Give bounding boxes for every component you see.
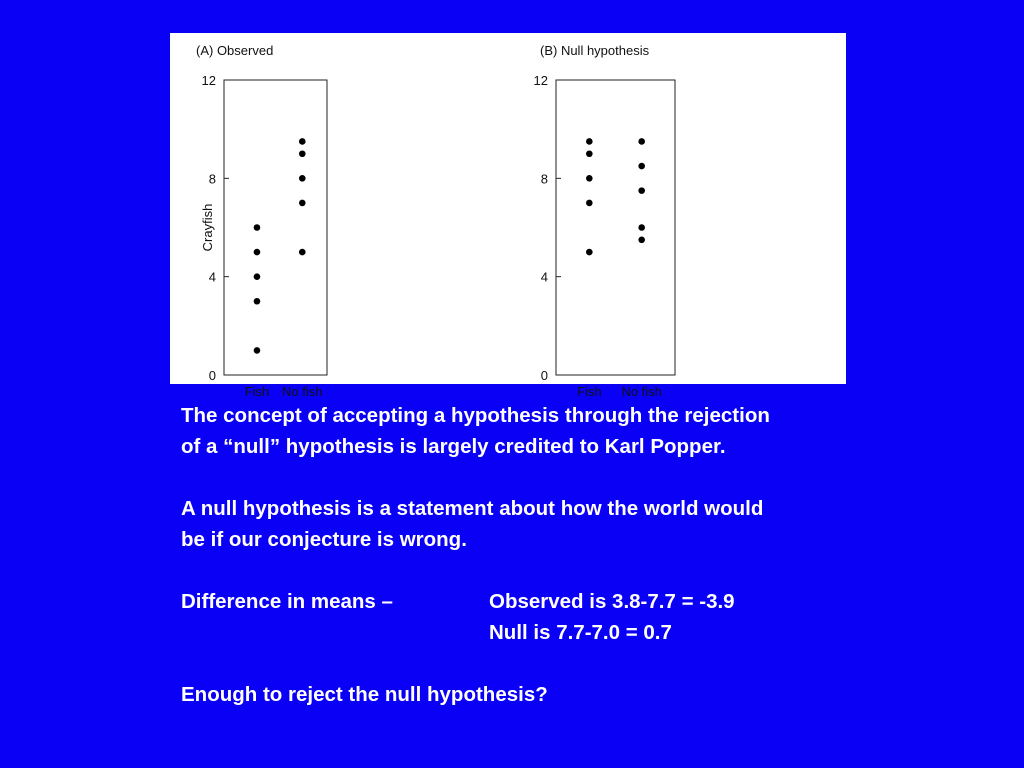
panel-a-x-tick-label: No fish	[282, 384, 323, 399]
panel-a-data-point	[254, 249, 261, 256]
difference-null-row	[181, 617, 941, 648]
panel-a-data-point	[254, 273, 261, 280]
panel-b-data-point	[638, 163, 645, 170]
closing-question: Enough to reject the null hypothesis?	[181, 683, 548, 706]
panel-b-data-point	[586, 138, 593, 145]
panel-a-data-point	[254, 224, 261, 231]
difference-row	[181, 586, 941, 617]
panel-a-data-point	[299, 249, 306, 256]
panel-b-data-point	[586, 175, 593, 182]
figure-panel	[170, 33, 846, 399]
panel-a-data-point	[254, 298, 261, 305]
panel-b-data-point	[586, 200, 593, 207]
paragraph1-line2: of a “null” hypothesis is largely credited to Karl Popper.	[181, 435, 726, 458]
panel-b-y-tick-label: 12	[533, 73, 548, 88]
paragraph2-line1: A null hypothesis is a statement about how the world would	[181, 497, 764, 520]
slide-text	[181, 400, 941, 710]
panel-a-y-tick-label: 4	[208, 269, 216, 285]
paragraph2-line2: be if our conjecture is wrong.	[181, 528, 467, 551]
panel-a-data-point	[254, 347, 261, 354]
panel-a-plot-frame	[224, 80, 327, 375]
panel-a-y-tick-label: 12	[201, 73, 216, 88]
panel-b-x-tick-label: No fish	[621, 384, 662, 399]
panel-a-data-point	[299, 200, 306, 207]
difference-null: Null is 7.7-7.0 = 0.7	[489, 621, 672, 644]
panel-b-y-tick-label: 4	[540, 269, 548, 285]
panel-b-data-point	[638, 224, 645, 231]
panel-b-data-point	[586, 150, 593, 157]
crayfish-chart	[170, 33, 846, 399]
paragraph1-line1: The concept of accepting a hypothesis through the rejection	[181, 404, 770, 427]
panel-a-x-tick-label: Fish	[244, 384, 270, 399]
panel-a-data-point	[299, 150, 306, 157]
panel-b-data-point	[638, 138, 645, 145]
panel-b-x-tick-label: Fish	[577, 384, 602, 399]
difference-label: Difference in means –	[181, 590, 393, 613]
panel-a-y-axis-label: Crayfish	[200, 203, 215, 252]
panel-b-data-point	[638, 187, 645, 194]
panel-b-plot-frame	[556, 80, 675, 375]
panel-b-data-point	[638, 236, 645, 243]
panel-a-data-point	[299, 138, 306, 145]
panel-b-y-tick-label: 8	[540, 171, 548, 187]
panel-b-y-tick-label: 0	[540, 368, 548, 383]
panel-b-title: (B) Null hypothesis	[540, 43, 650, 58]
panel-a-title: (A) Observed	[196, 43, 274, 58]
panel-a-data-point	[299, 175, 306, 182]
difference-observed: Observed is 3.8-7.7 = -3.9	[489, 590, 735, 613]
panel-b-data-point	[586, 249, 593, 256]
panel-a-y-tick-label: 8	[208, 171, 216, 187]
panel-a-y-tick-label: 0	[208, 368, 216, 383]
